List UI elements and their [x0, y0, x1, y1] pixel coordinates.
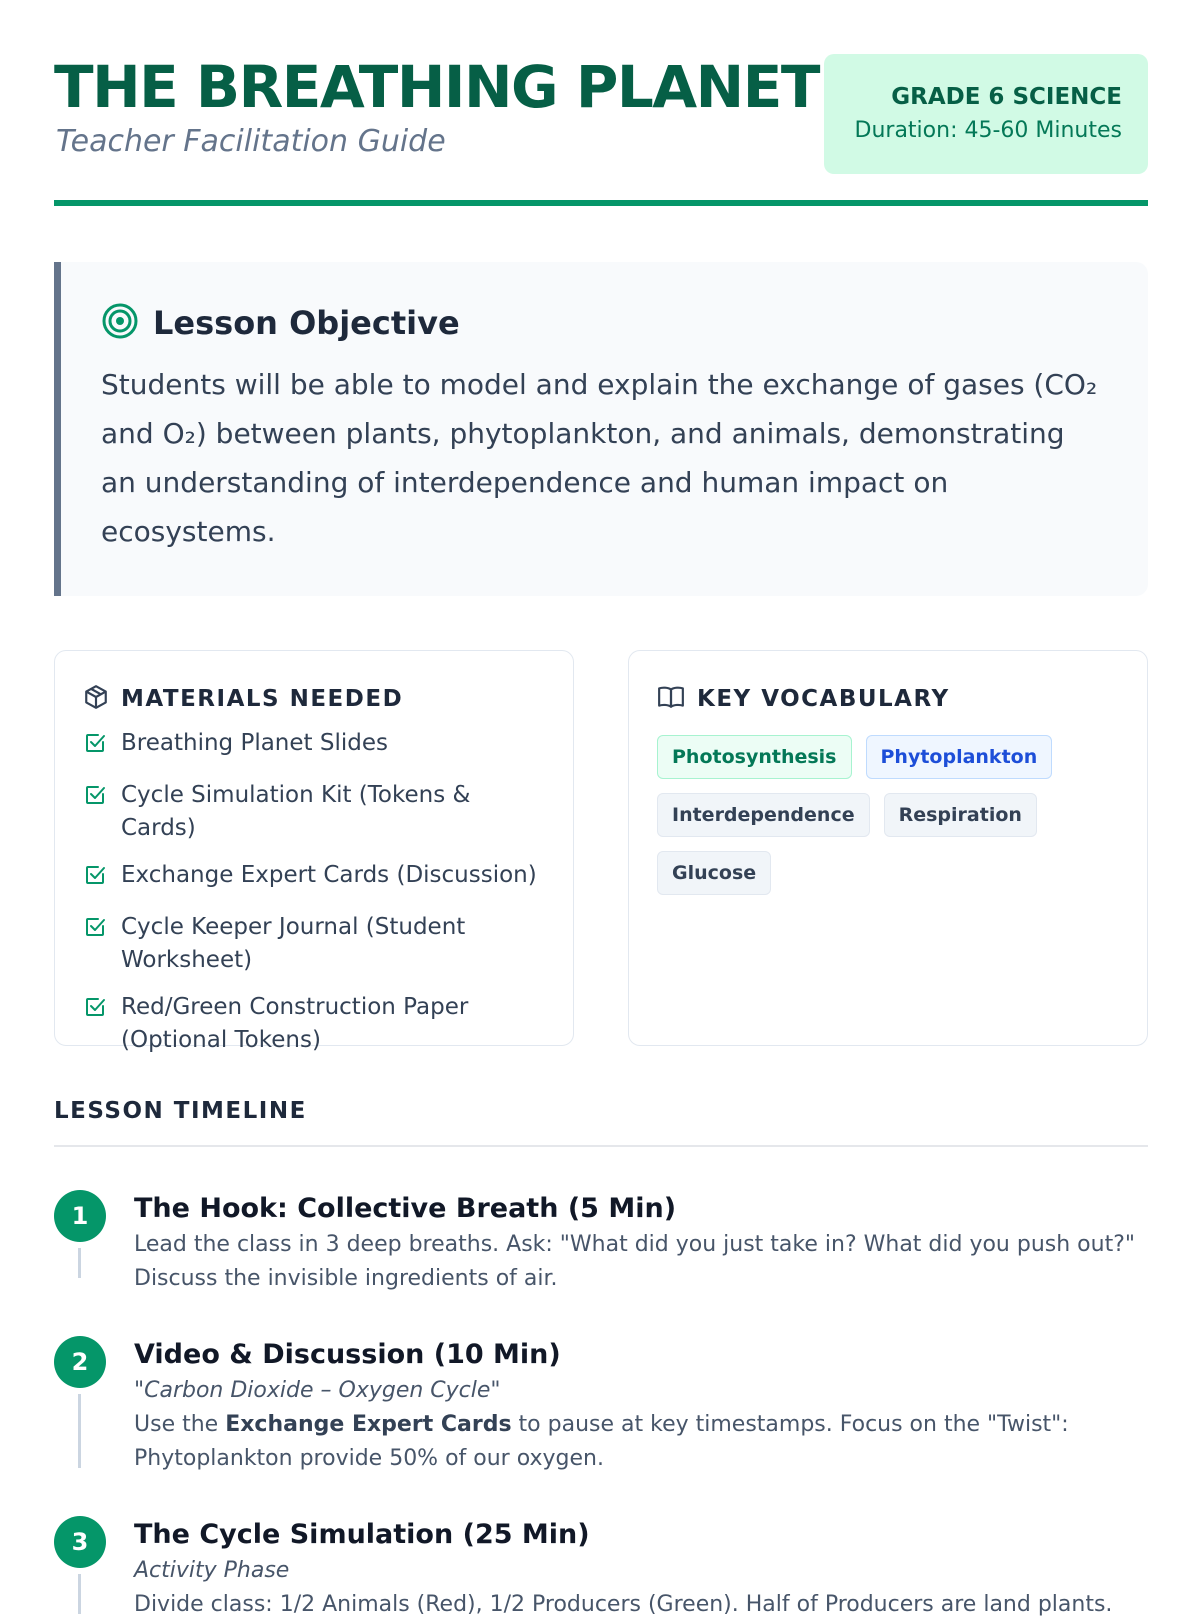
list-item: [83, 991, 545, 1057]
timeline-title: LESSON TIMELINE: [54, 1098, 307, 1124]
step-title: The Cycle Simulation (25 Min): [134, 1519, 590, 1550]
step-text-part: Use the: [134, 1412, 226, 1437]
lesson-objective-panel: [54, 262, 1148, 596]
vocab-tag: Phytoplankton: [866, 735, 1053, 779]
list-item: [83, 911, 545, 977]
list-item: [83, 859, 545, 897]
material-label: Red/Green Construction Paper (Optional Tokens): [121, 994, 469, 1053]
step-number: 2: [54, 1336, 106, 1388]
objective-text: Students will be able to model and explain the exchange of gases (CO₂ and O₂) between plants, phytoplankton, and animals, demonstrating an understanding of interdependence and human impact on ecosystems.: [101, 368, 1098, 548]
box-icon: [83, 684, 109, 714]
step-title: Video & Discussion (10 Min): [134, 1339, 561, 1370]
material-label: Cycle Simulation Kit (Tokens & Cards): [121, 782, 471, 841]
objective-title: Lesson Objective: [153, 304, 460, 342]
material-label: Breathing Planet Slides: [121, 730, 388, 756]
step-number: 1: [54, 1190, 106, 1242]
step-text-emphasis: Exchange Expert Cards: [225, 1412, 512, 1437]
step-title: The Hook: Collective Breath (5 Min): [134, 1193, 677, 1224]
checkbox-icon: [83, 731, 109, 765]
checkbox-icon: [83, 915, 109, 949]
page-title: THE BREATHING PLANET: [54, 53, 819, 121]
vocabulary-tags: [657, 735, 1057, 895]
vocab-tag: Interdependence: [657, 793, 870, 837]
grade-label: GRADE 6 SCIENCE: [891, 84, 1122, 110]
timeline-connector: [78, 1248, 81, 1278]
step-text: Lead the class in 3 deep breaths. Ask: "What did you just take in? What did you push out?" Discuss the invisible ingredients of air.: [134, 1232, 1135, 1291]
materials-list: [83, 727, 545, 1057]
header: [54, 52, 1148, 206]
step-subtitle: "Carbon Dioxide – Oxygen Cycle": [134, 1378, 501, 1403]
list-item: [83, 727, 545, 765]
vocab-tag: Respiration: [884, 793, 1037, 837]
vocab-tag: Photosynthesis: [657, 735, 852, 779]
step-number: 3: [54, 1516, 106, 1568]
grade-info-box: [824, 54, 1148, 174]
step-subtitle: Activity Phase: [134, 1558, 290, 1583]
vocabulary-title: KEY VOCABULARY: [697, 686, 950, 712]
materials-title: MATERIALS NEEDED: [121, 686, 404, 712]
step-text: Divide class: 1/2 Animals (Red), 1/2 Producers (Green). Half of Producers are land plants.: [134, 1592, 1113, 1617]
page-subtitle: Teacher Facilitation Guide: [56, 124, 446, 159]
vocab-tag: Glucose: [657, 851, 771, 895]
step-text: [134, 1408, 1154, 1476]
checkbox-icon: [83, 863, 109, 897]
checkbox-icon: [83, 783, 109, 817]
target-icon: [101, 302, 139, 344]
step-text-part: to pause at key timestamps. Focus on the "Twist": Phytoplankton provide 50% of our oxygen.: [134, 1412, 1069, 1471]
checkbox-icon: [83, 995, 109, 1029]
vocabulary-card: [628, 650, 1148, 1046]
duration-label: Duration: 45-60 Minutes: [854, 118, 1122, 143]
materials-card: [54, 650, 574, 1053]
header-divider: [54, 200, 1148, 206]
timeline-divider: [54, 1145, 1148, 1147]
timeline-connector: [78, 1574, 81, 1614]
list-item: [83, 779, 545, 845]
timeline-connector: [78, 1394, 81, 1468]
book-icon: [657, 684, 685, 714]
material-label: Cycle Keeper Journal (Student Worksheet): [121, 914, 466, 973]
material-label: Exchange Expert Cards (Discussion): [121, 862, 537, 888]
